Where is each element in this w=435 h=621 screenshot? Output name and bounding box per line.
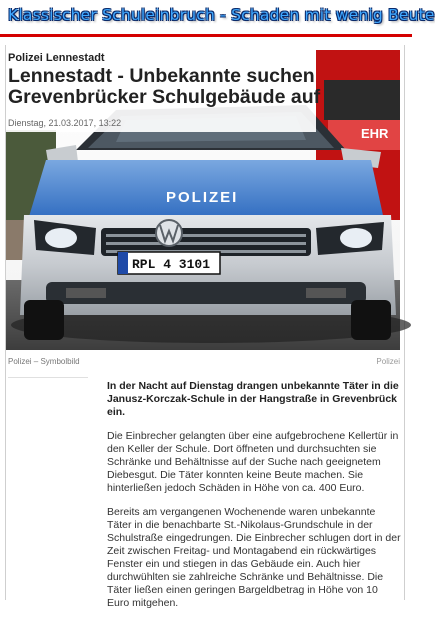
photo-caption: Polizei – Symbolbild [8,357,80,366]
article-date: Dienstag, 21.03.2017, 13:22 [8,118,122,128]
article-lead: In der Nacht auf Dienstag drangen unbekannte Täter in die Janusz-Korczak-Schule in der Hangstraße in Grevenbrück ein. [107,380,399,418]
banner-title: Klassischer Schuleinbruch - Schaden mit wenig Beute [8,6,435,24]
article-kicker: Polizei Lennestadt [8,52,105,64]
video-title-banner [0,0,435,40]
article-body [107,380,401,621]
banner-red-line [0,34,412,37]
article-paragraph: Bereits am vergangenen Wochenende waren unbekannte Täter in die benachbarte St.-Nikolaus-Grundschule in der Schulstraße eingedrungen. Die Einbrecher schlugen dort in der Zeit zwischen Freitag- und Montagabend ein rückwärtiges Fenster ein und stiegen in das Gebäude ein. Auch hier durchwühlten sie zahlreiche Schränke und Behältnisse. Die Täter ließen einen geringen Bargeldbetrag in Höhe von 10 Euro mitgehen. [107,506,401,609]
truck-lettering: EHR [361,126,389,141]
article-paragraph: Die Einbrecher gelangten über eine aufgebrochene Kellertür in den Keller der Schule. Dort öffneten und durchsuchten sie Schränke und Behältnisse auf der Suche nach geeignetem Diebesgut. Die Täter konnten keine Beute machen. Sie hinterließen jedoch Schäden in Höhe von ca. 400 Euro. [107,430,399,494]
license-plate: RPL 4 3101 [132,257,211,272]
sidebar-divider [8,377,88,378]
article-headline: Lennestadt - Unbekannte suchen Grevenbrücker Schulgebäude auf [8,65,321,108]
hood-lettering: POLIZEI [166,189,239,206]
photo-credit: Polizei [376,357,400,366]
